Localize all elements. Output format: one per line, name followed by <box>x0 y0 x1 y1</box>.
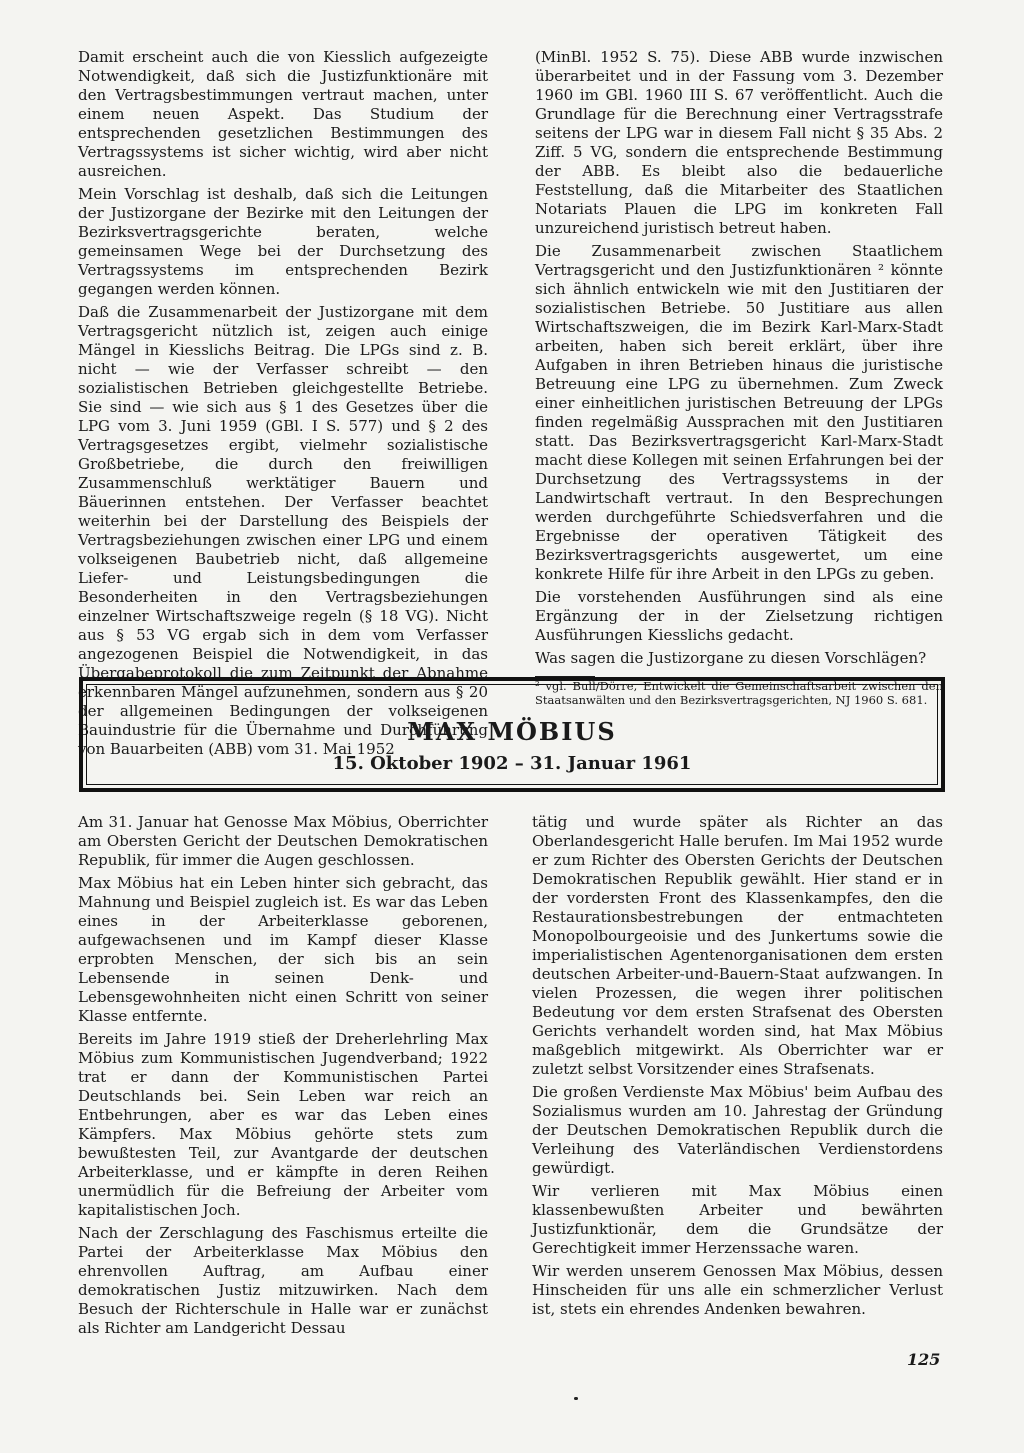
obituary-name: MAX MÖBIUS <box>407 717 617 746</box>
paragraph: Die Zusammenarbeit zwischen Staatlichem Vertragsgericht und den Justizfunktionären ² könnte sich ähnlich entwickeln wie mit den Justitiaren der sozialistischen Betriebe. 50 Justitiare aus allen Wirtschaftszweigen, die im Bezirk Karl-Marx-Stadt arbeiten, haben sich bereit erklärt, über ihre Aufgaben in ihren Betrieben hinaus die juristische Betreuung eine LPG zu übernehmen. Zum Zweck einer einheitlichen juristischen Betreuung der LPGs finden regelmäßig Aussprachen mit den Justitiaren statt. Das Bezirksvertragsgericht Karl-Marx-Stadt macht diese Kollegen mit seinen Erfahrungen bei der Durchsetzung des Vertragssystems in der Landwirtschaft vertraut. In den Besprechungen werden durchgeführte Schiedsverfahren und die Ergebnisse der operativen Tätigkeit des Bezirksvertragsgerichts ausgewertet, um eine konkrete Hilfe für ihre Arbeit in den LPGs zu geben. <box>535 242 943 583</box>
obituary-header-inner-frame <box>86 684 938 785</box>
article-column-top-right <box>535 48 943 707</box>
paragraph: Bereits im Jahre 1919 stieß der Dreherlehrling Max Möbius zum Kommunistischen Jugendverband; 1922 trat er dann der Kommunistischen Partei Deutschlands bei. Sein Leben war reich an Entbehrungen, aber es war das Leben eines Kämpfers. Max Möbius gehörte stets zum bewußtesten Teil, zur Avantgarde der deutschen Arbeiterklasse, und er kämpfte in deren Reihen unermüdlich für die Befreiung der Arbeiter vom kapitalistischen Joch. <box>78 1030 488 1219</box>
paragraph: Die großen Verdienste Max Möbius' beim Aufbau des Sozialismus wurden am 10. Jahrestag der Gründung der Deutschen Demokratischen Republik durch die Verleihung des Vaterländischen Verdienstordens gewürdigt. <box>532 1083 943 1177</box>
paragraph: Mein Vorschlag ist deshalb, daß sich die Leitungen der Justizorgane der Bezirke mit den Leitungen der Bezirksvertragsgerichte beraten, welche gemeinsamen Wege bei der Durchsetzung des Vertragssystems im entsprechenden Bezirk gegangen werden können. <box>78 185 488 298</box>
footnote-text: ² vgl. Bull/Dörre, Entwickelt die Gemeinschaftsarbeit zwischen den Staatsanwälten und den Bezirksvertragsgerichten, NJ 1960 S. 681. <box>535 679 943 707</box>
paragraph: Wir verlieren mit Max Möbius einen klassenbewußten Arbeiter und bewährten Justizfunktionär, dem die Grundsätze der Gerechtigkeit immer Herzenssache waren. <box>532 1182 943 1257</box>
paragraph: Wir werden unserem Genossen Max Möbius, dessen Hinscheiden für uns alle ein schmerzlicher Verlust ist, stets ein ehrendes Andenken bewahren. <box>532 1262 943 1318</box>
obituary-column-left <box>78 813 488 1342</box>
paragraph: Max Möbius hat ein Leben hinter sich gebracht, das Mahnung und Beispiel zugleich ist. Es war das Leben eines in der Arbeiterklasse geborenen, aufgewachsenen und im Kampf dieser Klasse erprobten Menschen, der sich bis an sein Lebensende in seinen Denk- und Lebensgewohnheiten nicht einen Schritt von seiner Klasse entfernte. <box>78 874 488 1025</box>
paragraph: Die vorstehenden Ausführungen sind als eine Ergänzung der in der Zielsetzung richtigen Ausführungen Kiesslichs gedacht. <box>535 588 943 644</box>
obituary-header-box <box>79 677 945 792</box>
paragraph: tätig und wurde später als Richter an das Oberlandesgericht Halle berufen. Im Mai 1952 wurde er zum Richter des Obersten Gerichts der Deutschen Demokratischen Republik gewählt. Hier stand er in der vordersten Front des Klassenkampfes, den die Restaurationsbestrebungen der entmachteten Monopolbourgeoisie und des Junkertums sowie die imperialistischen Agentenorganisationen dem ersten deutschen Arbeiter-und-Bauern-Staat aufzwangen. In vielen Prozessen, die wegen ihrer politischen Bedeutung vor dem ersten Strafsenat des Obersten Gerichts verhandelt worden sind, hat Max Möbius maßgeblich mitgewirkt. Als Oberrichter war er zuletzt selbst Vorsitzender eines Strafsenats. <box>532 813 943 1078</box>
print-speck <box>574 1397 578 1400</box>
obituary-dates: 15. Oktober 1902 – 31. Januar 1961 <box>332 753 692 774</box>
paragraph: Daß die Zusammenarbeit der Justizorgane mit dem Vertragsgericht nützlich ist, zeigen auch einige Mängel in Kiesslichs Beitrag. Die LPGs sind z. B. nicht — wie der Verfasser schreibt — den sozialistischen Betrieben gleichgestellte Betriebe. Sie sind — wie sich aus § 1 des Gesetzes über die LPG vom 3. Juni 1959 (GBl. I S. 577) und § 2 des Vertragsgesetzes ergibt, vielmehr sozialistische Großbetriebe, die durch den freiwilligen Zusammenschluß werktätiger Bauern und Bäuerinnen entstehen. Der Verfasser beachtet weiterhin bei der Darstellung des Beispiels der Vertragsbeziehungen zwischen einer LPG und einem volkseigenen Baubetrieb nicht, daß allgemeine Liefer- und Leistungsbedingungen die Besonderheiten in den Vertragsbeziehungen einzelner Wirtschaftszweige regeln (§ 18 VG). Nicht aus § 53 VG ergab sich in dem vom Verfasser angezogenen Beispiel die Notwendigkeit, in das Übergabeprotokoll die zum Zeitpunkt der Abnahme erkennbaren Mängel aufzunehmen, sondern aus § 20 der allgemeinen Bedingungen der volkseigenen Bauindustrie für die Übernahme und Durchführung von Bauarbeiten (ABB) vom 31. Mai 1952 <box>78 303 488 758</box>
paragraph: Nach der Zerschlagung des Faschismus erteilte die Partei der Arbeiterklasse Max Möbius den ehrenvollen Auftrag, am Aufbau einer demokratischen Justiz mitzuwirken. Nach dem Besuch der Richterschule in Halle war er zunächst als Richter am Landgericht Dessau <box>78 1224 488 1337</box>
paragraph: Was sagen die Justizorgane zu diesen Vorschlägen? <box>535 649 927 667</box>
page-number: 125 <box>907 1350 941 1369</box>
paragraph: Am 31. Januar hat Genosse Max Möbius, Oberrichter am Obersten Gericht der Deutschen Demokratischen Republik, für immer die Augen geschlossen. <box>78 813 488 869</box>
paragraph: (MinBl. 1952 S. 75). Diese ABB wurde inzwischen überarbeitet und in der Fassung vom 3. Dezember 1960 im GBl. 1960 III S. 67 veröffentlicht. Auch die Grundlage für die Berechnung einer Vertragsstrafe seitens der LPG war in diesem Fall nicht § 35 Abs. 2 Ziff. 5 VG, sondern die entsprechende Bestimmung der ABB. Es bleibt also die bedauerliche Feststellung, daß die Mitarbeiter des Staatlichen Notariats Plauen die LPG im konkreten Fall unzureichend juristisch betreut haben. <box>535 48 943 237</box>
obituary-column-right <box>532 813 943 1323</box>
paragraph: Damit erscheint auch die von Kiesslich aufgezeigte Notwendigkeit, daß sich die Justizfunktionäre mit den Vertragsbestimmungen vertraut machen, unter einem neuen Aspekt. Das Studium der entsprechenden gesetzlichen Bestimmungen des Vertragssystems ist sicher wichtig, wird aber nicht ausreichen. <box>78 48 488 180</box>
article-column-top-left <box>78 48 488 763</box>
